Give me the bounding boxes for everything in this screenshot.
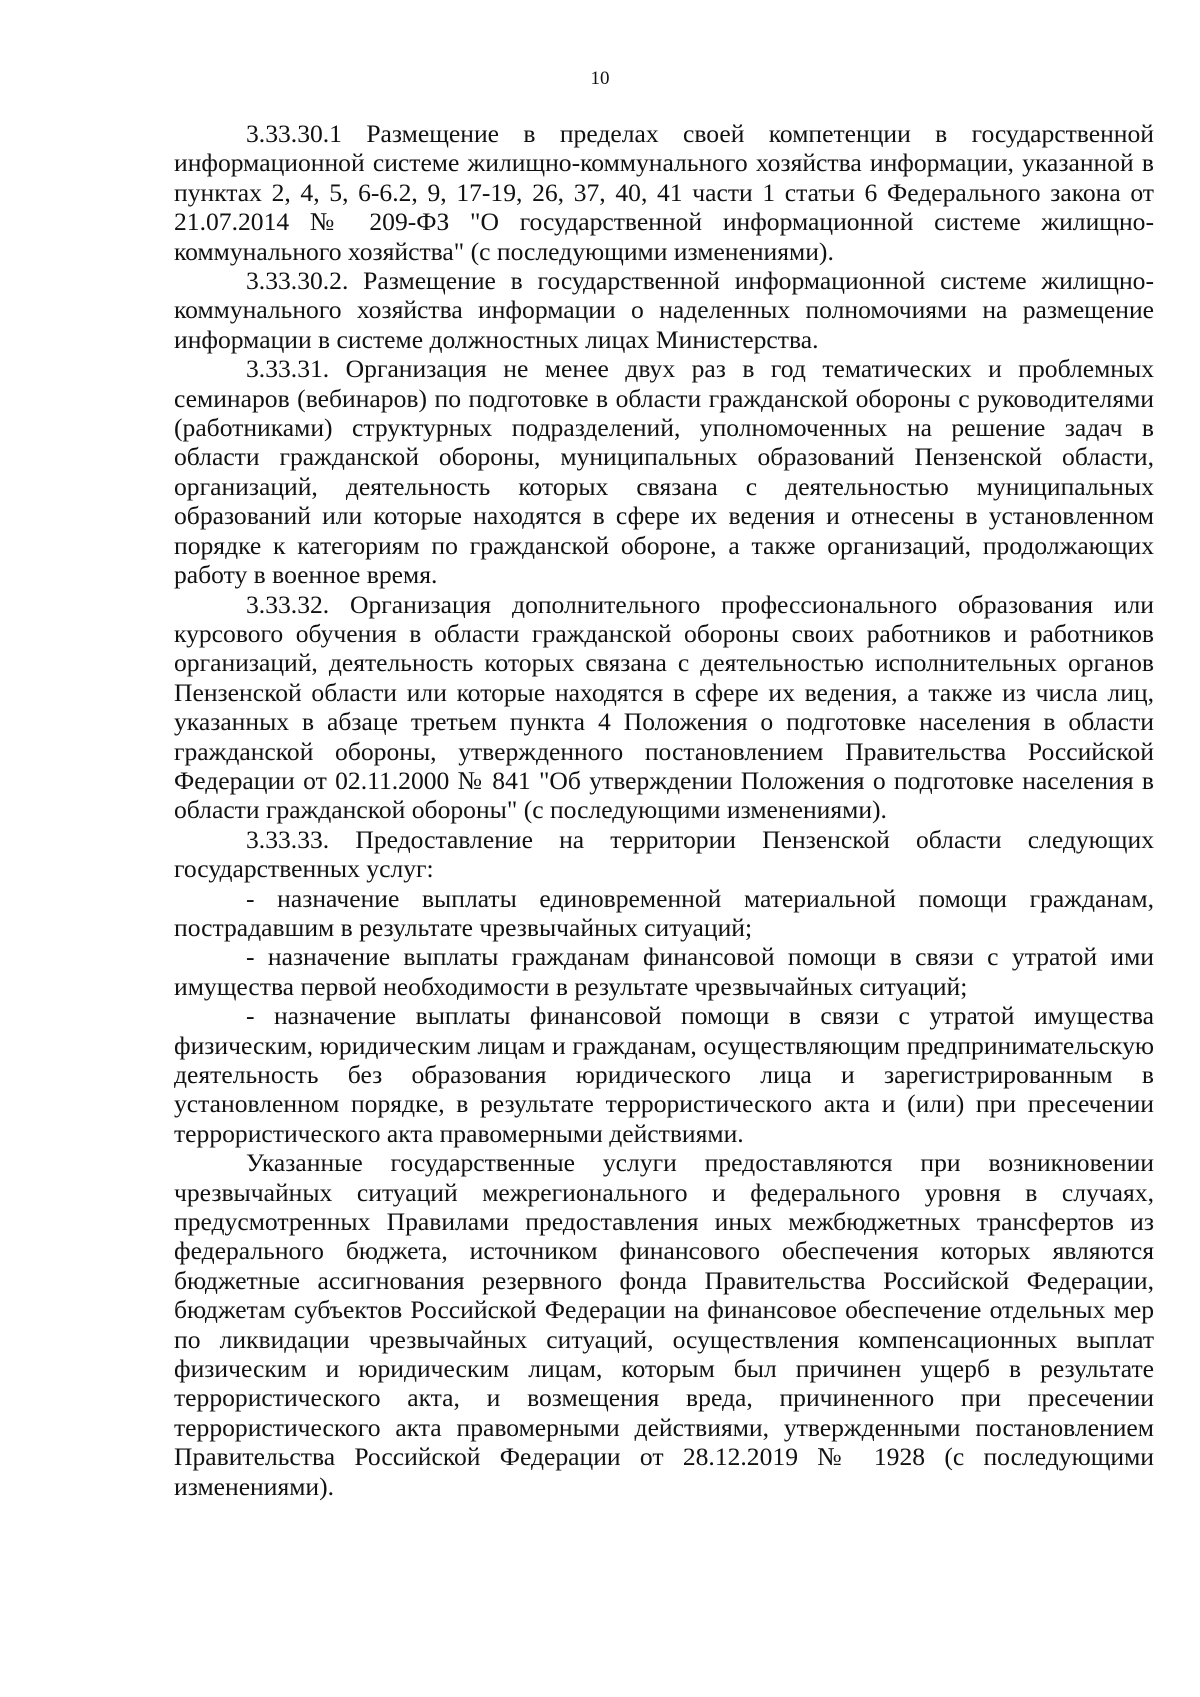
- document-body: [174, 119, 1154, 1501]
- list-item-service-2: - назначение выплаты гражданам финансовой помощи в связи с утратой ими имущества первой необходимости в результате чрезвычайных ситуаций;: [174, 942, 1154, 1001]
- page-number: 10: [590, 68, 610, 89]
- list-item-service-1: - назначение выплаты единовременной материальной помощи гражданам, пострадавшим в результате чрезвычайных ситуаций;: [174, 883, 1154, 942]
- paragraph-3-33-32: 3.33.32. Организация дополнительного профессионального образования или курсового обучения в области гражданской обороны своих работников и работников организаций, деятельность которых связана с деятельностью исполнительных органов Пензенской области или которые находятся в сфере их ведения, а также из числа лиц, указанных в абзаце третьем пункта 4 Положения о подготовке населения в области гражданской обороны, утвержденного постановлением Правительства Российской Федерации от 02.11.2000 № 841 "Об утверждении Положения о подготовке населения в области гражданской обороны" (с последующими изменениями).: [174, 589, 1154, 825]
- paragraph-3-33-30-1: 3.33.30.1 Размещение в пределах своей компетенции в государственной информационной системе жилищно-коммунального хозяйства информации, указанной в пунктах 2, 4, 5, 6-6.2, 9, 17-19, 26, 37, 40, 41 части 1 статьи 6 Федерального закона от 21.07.2014 № 209-ФЗ "О государственной информационной системе жилищно-коммунального хозяйства" (с последующими изменениями).: [174, 119, 1154, 266]
- paragraph-services-conditions: Указанные государственные услуги предоставляются при возникновении чрезвычайных ситуаций межрегионального и федерального уровня в случаях, предусмотренных Правилами предоставления иных межбюджетных трансфертов из федерального бюджета, источником финансового обеспечения которых являются бюджетные ассигнования резервного фонда Правительства Российской Федерации, бюджетам субъектов Российской Федерации на финансовое обеспечение отдельных мер по ликвидации чрезвычайных ситуаций, осуществления компенсационных выплат физическим и юридическим лицам, которым был причинен ущерб в результате террористического акта, и возмещения вреда, причиненного при пресечении террористического акта правомерными действиями, утвержденными постановлением Правительства Российской Федерации от 28.12.2019 № 1928 (с последующими изменениями).: [174, 1148, 1154, 1501]
- paragraph-3-33-30-2: 3.33.30.2. Размещение в государственной информационной системе жилищно-коммунального хозяйства информации о наделенных полномочиями на размещение информации в системе должностных лицах Министерства.: [174, 266, 1154, 354]
- paragraph-3-33-33: 3.33.33. Предоставление на территории Пензенской области следующих государственных услуг:: [174, 824, 1154, 884]
- paragraph-3-33-31: 3.33.31. Организация не менее двух раз в год тематических и проблемных семинаров (вебинаров) по подготовке в области гражданской обороны с руководителями (работниками) структурных подразделений, уполномоченных на решение задач в области гражданской обороны, муниципальных образований Пензенской области, организаций, деятельность которых связана с деятельностью муниципальных образований или которые находятся в сфере их ведения и отнесены в установленном порядке к категориям по гражданской обороне, а также организаций, продолжающих работу в военное время.: [174, 354, 1154, 590]
- list-item-service-3: - назначение выплаты финансовой помощи в связи с утратой имущества физическим, юридическим лицам и гражданам, осуществляющим предпринимательскую деятельность без образования юридического лица и зарегистрированным в установленном порядке, в результате террористического акта и (или) при пресечении террористического акта правомерными действиями.: [174, 1001, 1154, 1148]
